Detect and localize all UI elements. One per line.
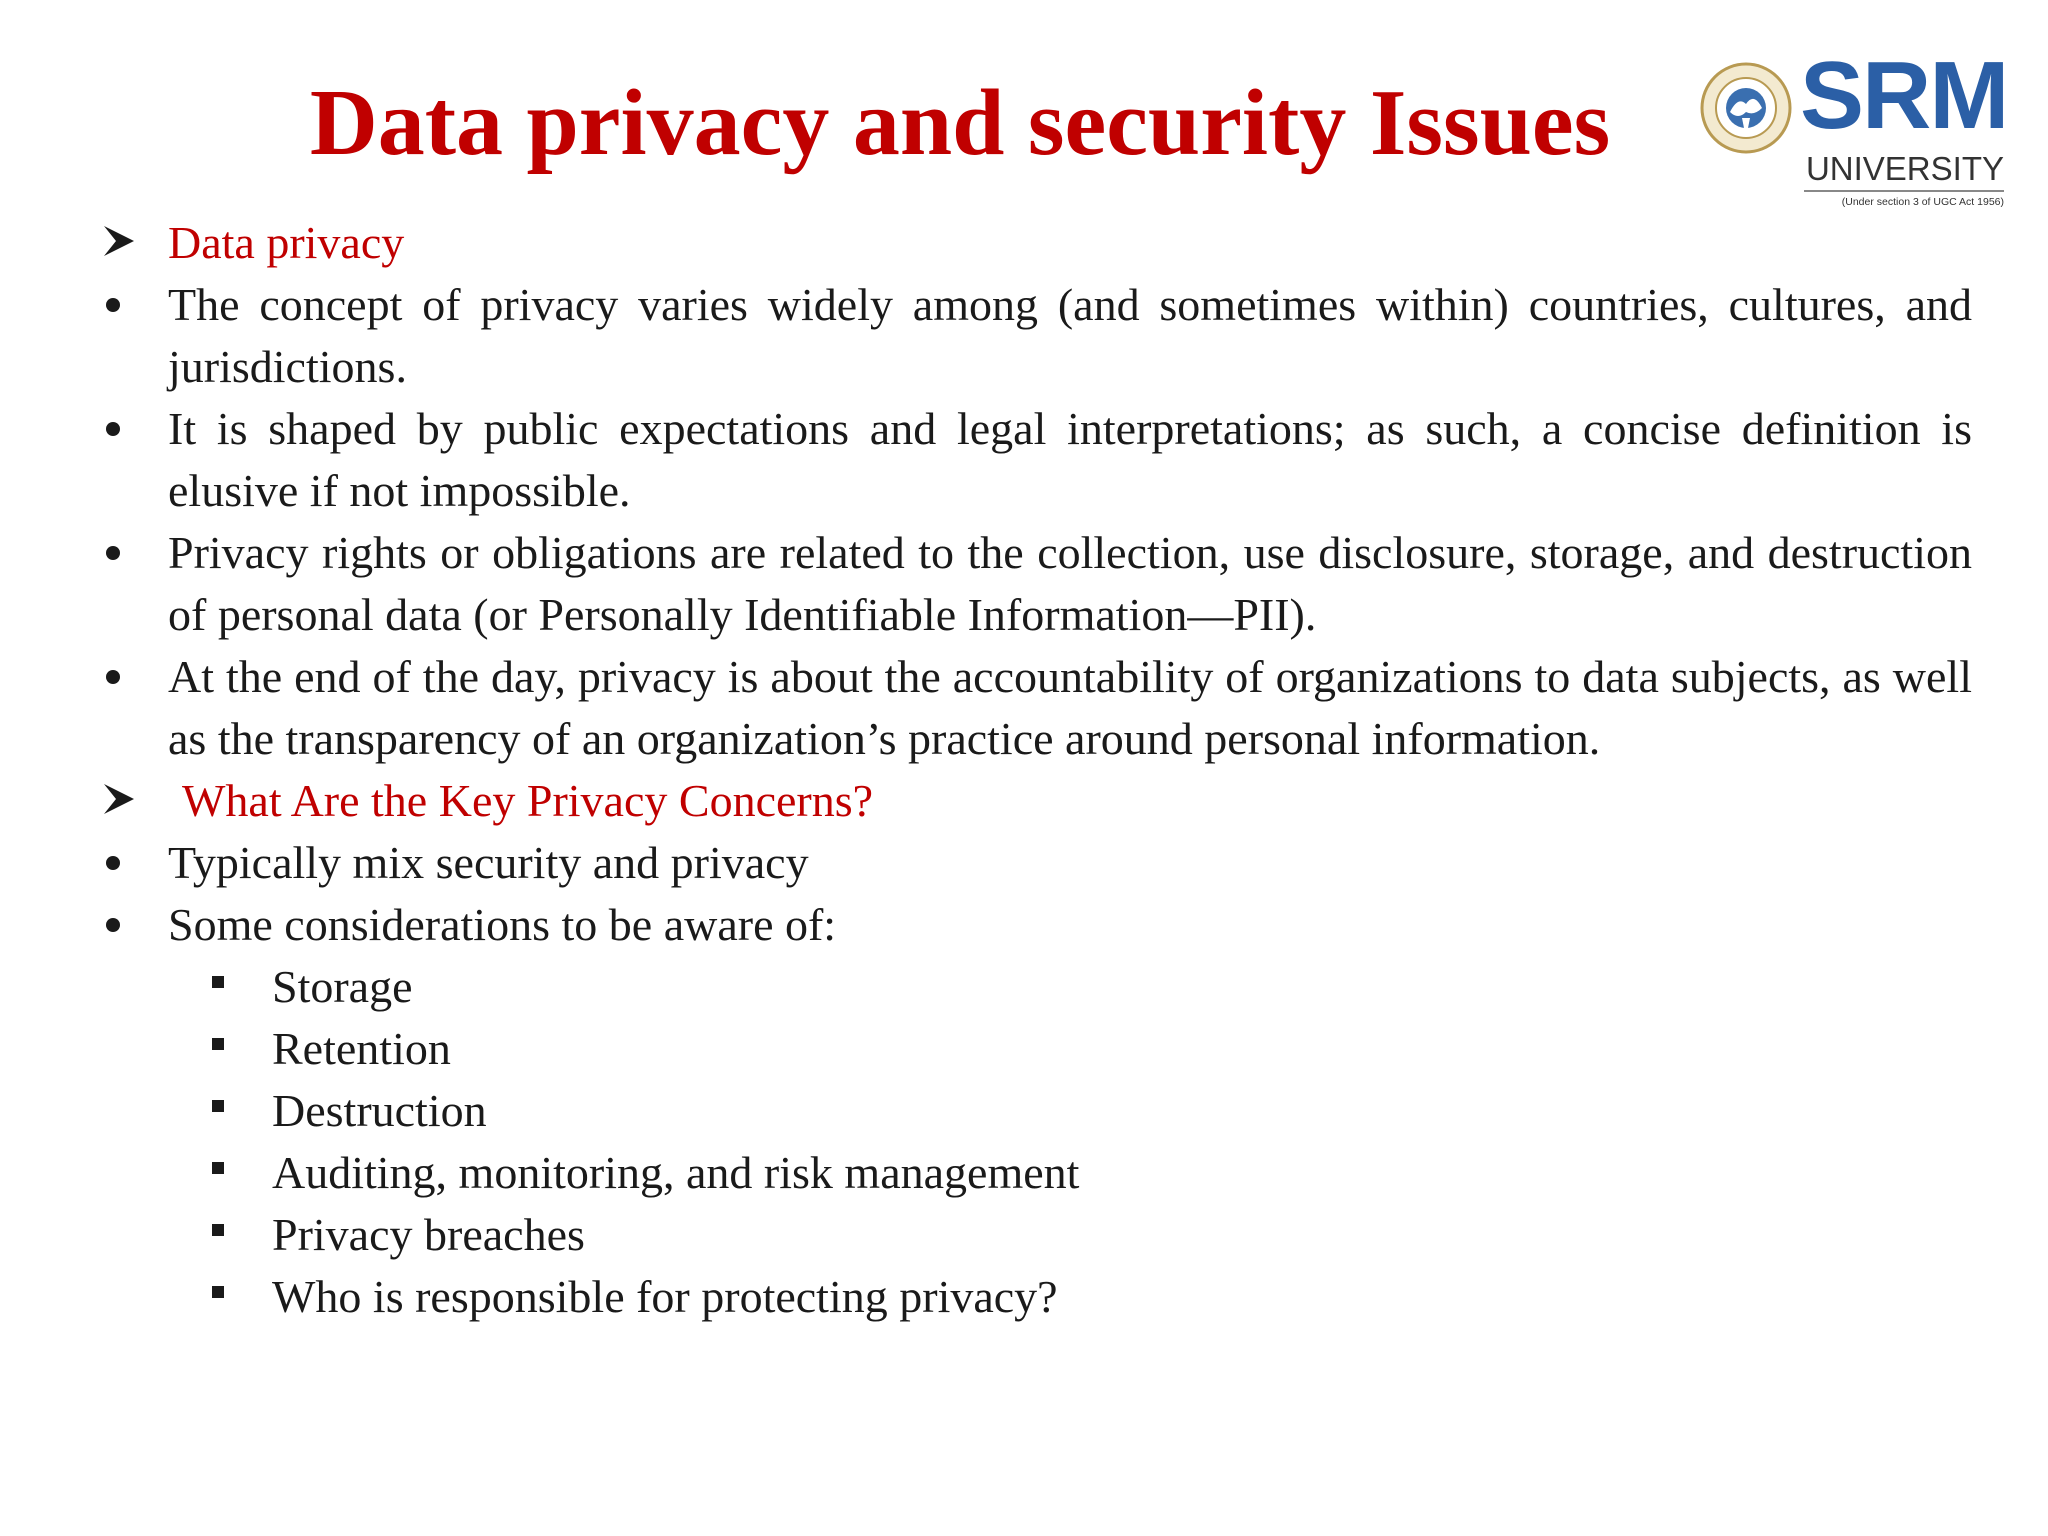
- logo-divider: [1804, 190, 2004, 192]
- sub-list-item: [208, 1204, 1972, 1266]
- list-item-text: The concept of privacy varies widely among (and sometimes within) countries, cultures, and jurisdictions.: [168, 279, 1972, 392]
- list-item: [100, 398, 1972, 522]
- slide-title: Data privacy and security Issues: [309, 71, 1611, 175]
- sub-list-item-text: Privacy breaches: [272, 1209, 585, 1260]
- university-logo: [1700, 42, 2010, 208]
- sub-list-item-text: Storage: [272, 961, 413, 1012]
- sub-list-item-text: Retention: [272, 1023, 451, 1074]
- sub-list-item: [208, 1142, 1972, 1204]
- list-item-text: Typically mix security and privacy: [168, 837, 809, 888]
- list-item: [100, 894, 1972, 956]
- list-item-text: Some considerations to be aware of:: [168, 899, 837, 950]
- heading-text: What Are the Key Privacy Concerns?: [182, 775, 874, 826]
- logo-subtitle: UNIVERSITY: [1805, 150, 2004, 187]
- sub-list-item-text: Auditing, monitoring, and risk management: [272, 1147, 1080, 1198]
- sub-list-item: [208, 956, 1972, 1018]
- sub-list-item: [208, 1018, 1972, 1080]
- list-item: [100, 274, 1972, 398]
- list-item: [100, 522, 1972, 646]
- list-item-text: Privacy rights or obligations are related to the collection, use disclosure, storage, and destruction of personal data (or Personally Identifiable Information—PII).: [168, 527, 1972, 640]
- section-heading: [100, 212, 1972, 274]
- list-item-text: It is shaped by public expectations and legal interpretations; as such, a concise definition is elusive if not impossible.: [168, 403, 1972, 516]
- list-item: [100, 646, 1972, 770]
- sub-list-item: [208, 1266, 1972, 1328]
- heading-text: Data privacy: [168, 217, 405, 268]
- sub-list-item: [208, 1080, 1972, 1142]
- sub-list-item-text: Destruction: [272, 1085, 487, 1136]
- sub-list-item-text: Who is responsible for protecting privacy?: [272, 1271, 1058, 1322]
- logo-note: (Under section 3 of UGC Act 1956): [1841, 196, 2004, 208]
- university-seal-icon: [1700, 62, 1792, 154]
- slide-content: [100, 212, 1972, 1328]
- logo-brand: SRM: [1800, 42, 2008, 149]
- list-item: [100, 832, 1972, 894]
- section-heading: [100, 770, 1972, 832]
- list-item-text: At the end of the day, privacy is about the accountability of organizations to data subjects, as well as the transparency of an organization’s practice around personal information.: [168, 651, 1972, 764]
